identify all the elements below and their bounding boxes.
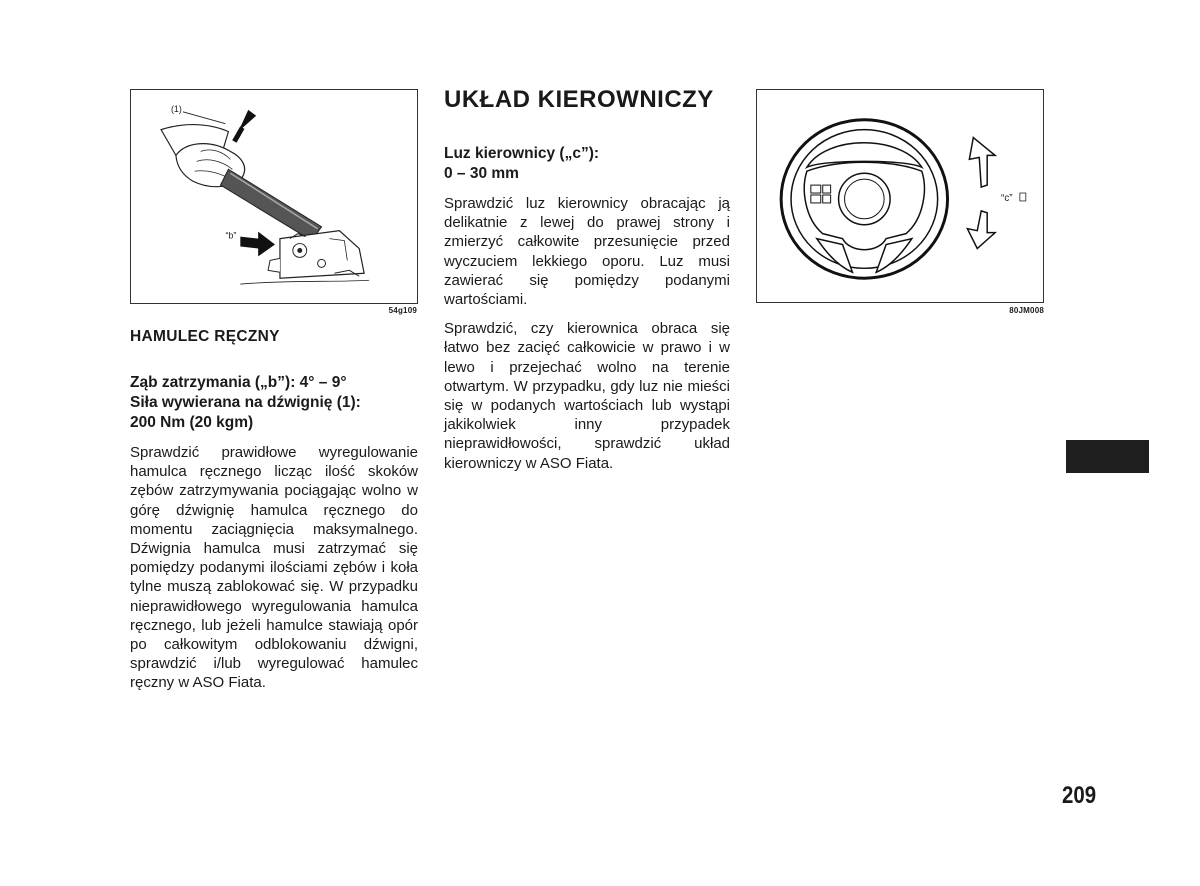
steering-section [444,86,730,473]
handbrake-section [130,327,418,693]
handbrake-spec-1: Ząb zatrzymania („b”): 4° – 9° [130,374,347,391]
handbrake-paragraph: Sprawdzić prawidłowe wyregulowanie hamulca ręcznego licząc ilość skoków zębów zatrzymywania pociągając wolno w górę dźwignię hamulca ręcznego do momentu zaciągnięcia maksymalnego. Dźwignia hamulca musi zatrzymać się pomiędzy podanymi ilościami zębów i koła tylne muszą zablokować się. W przypadku nieprawidłowego wyregulowania hamulca ręcznego, lub jeżeli hamulce stawiają opór po całkowitym odblokowaniu dźwigni, sprawdzić i/lub wyregulować hamulec ręczny w ASO Fiata. [130,444,418,692]
steering-wheel-drawing [757,90,1043,302]
handbrake-spec-3: 200 Nm (20 kgm) [130,414,254,431]
steering-spec-2: 0 – 30 mm [444,165,519,182]
handbrake-spec-2: Siła wywierana na dźwignię (1): [130,394,361,411]
handbrake-illustration [130,89,418,304]
steering-paragraph-1: Sprawdzić luz kierownicy obracając ją delikatnie z lewej do prawej strony i zmierzyć całkowite przesunięcie przed wyczuciem lekkiego oporu. Luz musi zawierać się pomiędzy podanymi wartościami. [444,195,730,309]
figure-code-right: 80JM008 [1009,306,1044,315]
handbrake-heading: HAMULEC RĘCZNY [130,328,280,345]
figure-code-left: 54g109 [388,306,417,315]
steering-wheel-illustration [756,89,1044,303]
callout-c-label: “c” [1001,192,1013,204]
handbrake-drawing [131,90,417,303]
callout-1-label: (1) [170,103,182,114]
section-title: UKŁAD KIEROWNICZY [444,86,714,113]
callout-b-label: “b” [225,230,237,241]
page-number: 209 [1062,782,1097,809]
steering-spec-1: Luz kierownicy („c”): [444,145,600,162]
steering-paragraph-2: Sprawdzić, czy kierownica obraca się łatwo bez zacięć całkowicie w prawo i w lewo i przejechać wolno na terenie otwartym. W przypadku, gdy luz nie mieści się w podanych wartościach lub wystąpi jakikolwiek inny przypadek nieprawidłowości, sprawdzić układ kierowniczy w ASO Fiata. [444,320,730,472]
section-tab-marker [1066,440,1149,473]
